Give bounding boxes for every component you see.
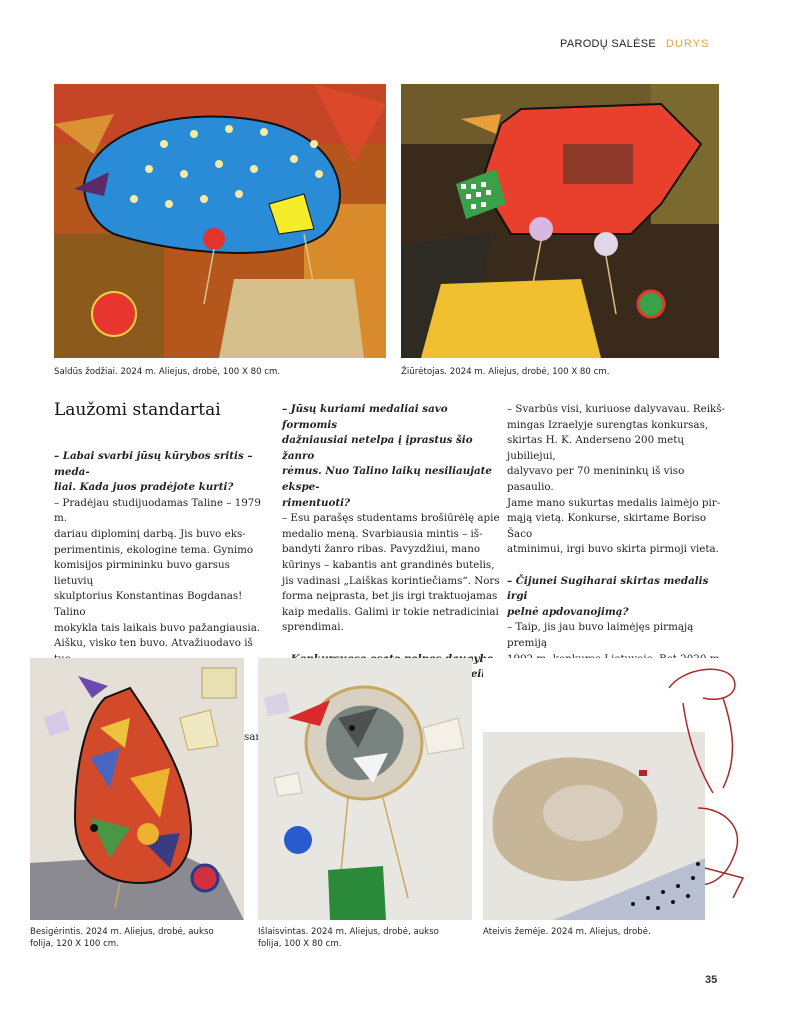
answer-line: atminimui, irgi buvo skirta pirmoji vieta. [507, 543, 719, 556]
answer-line: – Esu parašęs studentams brošiūrėlę apie [282, 512, 500, 525]
answer-line: kūrinys – kabantis ant grandinės butelis, [282, 558, 495, 571]
answer-line: dariau diplominį darbą. Jis buvo eks- [54, 527, 246, 540]
article-title: Laužomi standartai [54, 400, 221, 420]
magazine-brand: DURYS [666, 38, 710, 50]
question-line: – Čijunei Sugiharai skirtas medalis irgi [507, 574, 709, 603]
answer-line: jis vadinasi „Laiškas korintiečiams“. Nors [282, 574, 500, 587]
running-header [560, 38, 709, 50]
caption-line: Išlaisvintas. 2024 m. Aliejus, drobė, aukso [258, 927, 439, 937]
answer-line: komisijos pirmininku buvo garsus lietuvių [54, 559, 230, 587]
painting-besigerintis [30, 658, 244, 920]
question-line: liai. Kada juos pradėjote kurti? [54, 481, 234, 494]
answer-line: perimentinis, ekologine tema. Gynimo [54, 543, 254, 556]
question-line: rimentuoti? [282, 496, 351, 509]
painting-ziuretojas [401, 84, 719, 358]
answer-line: sprendimai. [282, 621, 344, 634]
answer-line: visame [234, 730, 272, 743]
caption-ateivis-zemeje: Ateivis žemėje. 2024 m. Aliejus, drobė. [483, 927, 651, 937]
question-line: reikš- [465, 668, 499, 681]
answer-line: – Svarbūs visi, kuriuose dalyvavau. Reikš- [507, 403, 726, 415]
painting-islaisvintas [258, 658, 472, 920]
question-line: – Labai svarbi jūsų kūrybos sritis – meda- [54, 450, 253, 478]
page-number: 35 [705, 974, 718, 986]
answer-line: forma neįprasta, bet jis irgi traktuojamas [282, 590, 498, 603]
answer-line: mokykla tais laikais buvo pažangiausia. [54, 621, 261, 634]
answer-line: mąją vietą. Konkurse, skirtame Boriso Šaco [507, 512, 707, 540]
answer-line: skulptorius Konstantinas Bogdanas! Talino [54, 590, 243, 618]
section-label: PARODŲ SALĖSE [560, 38, 657, 50]
answer-line: mingas Izraelyje surengtas konkursas, [507, 418, 709, 431]
answer-line: Jame mano sukurtas medalis laimėjo pir- [507, 496, 721, 509]
question-line: – Jūsų kuriami medaliai savo formomis [282, 403, 448, 431]
caption-ziuretojas: Žiūrėtojas. 2024 m. Aliejus, drobė, 100 X 80 cm. [401, 367, 610, 377]
answer-line: medalio meną. Svarbiausia mintis – iš- [282, 527, 483, 540]
question-line: pelnė apdovanojimą? [507, 605, 629, 618]
answer-line: – Pradėjau studijuodamas Taline – 1979 m. [54, 496, 261, 525]
article-column-2 [282, 402, 500, 698]
caption-line: Besigėrintis. 2024 m. Aliejus, drobė, aukso [30, 927, 214, 937]
answer-line: – Taip, jis jau buvo laimėjęs pirmąją premiją [507, 621, 694, 649]
answer-line: bandyti žanro ribas. Pavyzdžiui, mano [282, 543, 481, 556]
caption-line: folija, 120 X 100 cm. [30, 939, 119, 949]
caption-besigerintis [30, 926, 214, 950]
answer-line: skirtas H. K. Anderseno 200 metų jubiliejui, [507, 434, 685, 462]
question-line: rėmus. Nuo Talino laikų nesiliaujate ekspe- [282, 465, 492, 493]
caption-islaisvintas [258, 926, 439, 950]
answer-line: Aišku, visko ten buvo. Atvažiuodavo iš [54, 637, 253, 650]
caption-line: folija, 100 X 80 cm. [258, 939, 342, 949]
answer-line: kaip medalis. Galimi ir tokie netradiciniai [282, 605, 499, 618]
question-line: dažniausiai netelpa į įprastus šio žanro [282, 434, 473, 462]
painting-ateivis-zemeje [483, 658, 760, 920]
caption-saldus-zodziai: Saldūs žodžiai. 2024 m. Aliejus, drobė, 100 X 80 cm. [54, 367, 281, 377]
answer-line: dalyvavo per 70 menininkų iš viso pasaulio. [507, 465, 685, 493]
painting-saldus-zodziai [54, 84, 386, 358]
